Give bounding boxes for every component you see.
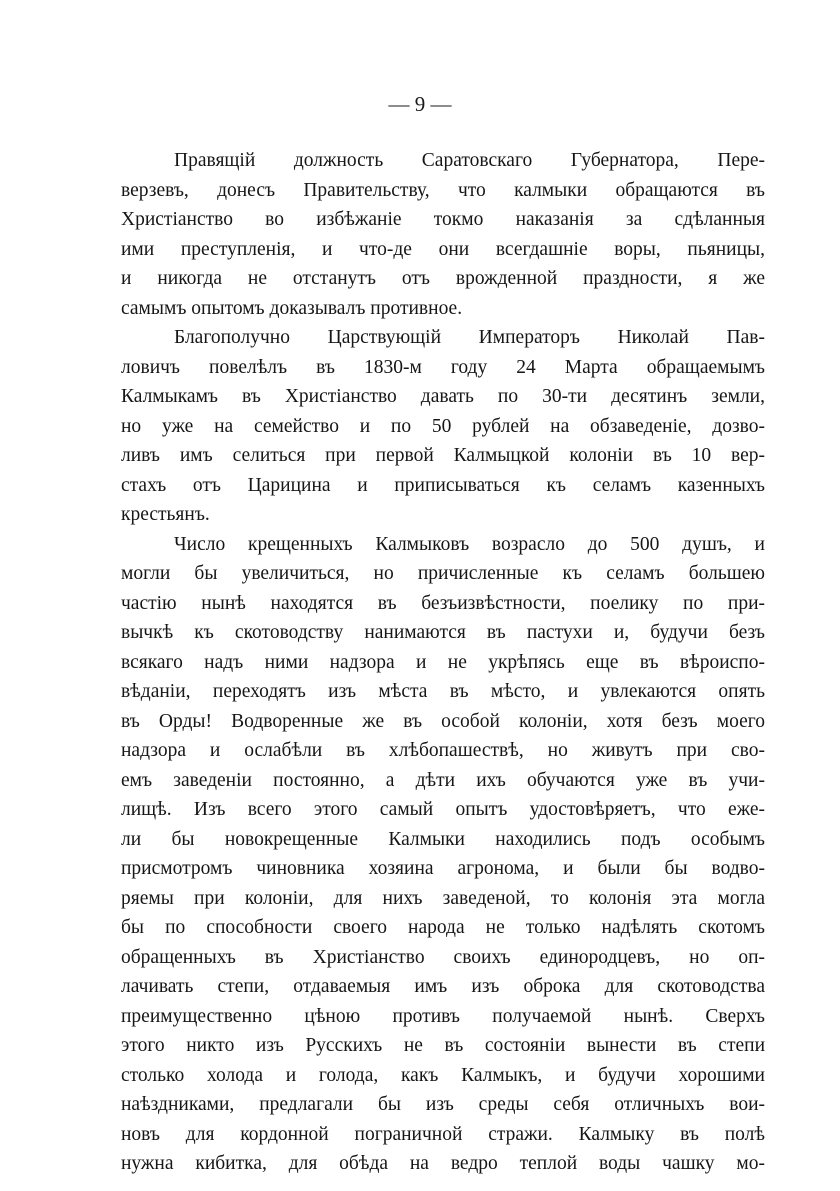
text-line: ли бы новокрещенные Калмыки находились подъ особымъ (121, 828, 765, 850)
text-line: преимущественно цѣною противъ получаемой нынѣ. Сверхъ (121, 1005, 765, 1027)
text-line: бы по способности своего народа не только надѣлять скотомъ (121, 917, 765, 938)
text-line: Правящій должность Саратовскаго Губернатора, Пере- (174, 150, 765, 171)
text-line: Благополучно Царствующій Императоръ Николай Пав- (174, 327, 765, 348)
text-line: частію нынѣ находятся въ безъизвѣстности, поелику по при- (121, 592, 765, 614)
paragraph (121, 323, 765, 530)
text-line: ими преступленія, и что-де они всегдашніе воры, пьяницы, (121, 238, 765, 260)
text-line: Число крещенныхъ Калмыковъ возрасло до 500 душъ, и (174, 533, 765, 555)
text-line: нужна кибитка, для обѣда на ведро теплой воды чашку мо- (121, 1153, 765, 1174)
text-line: этого никто изъ Русскихъ не въ состояніи вынести въ степи (121, 1035, 765, 1056)
text-line: вѣданіи, переходятъ изъ мѣста въ мѣсто, и увлекаются опять (121, 681, 765, 702)
text-line: въ Орды! Водворенные же въ особой колоніи, хотя безъ моего (121, 710, 765, 732)
text-line: ливъ имъ селиться при первой Калмыцкой колоніи въ 10 вер- (121, 445, 765, 466)
page-text-body (121, 146, 765, 1179)
text-line: стахъ отъ Царицина и приписываться къ селамъ казенныхъ (121, 474, 765, 496)
text-line: обращенныхъ въ Христіанство своихъ единородцевъ, но оп- (121, 946, 765, 968)
text-line: лачивать степи, отдаваемыя имъ изъ оброка для скотоводства (121, 976, 765, 997)
text-line: самымъ опытомъ доказывалъ противное. (121, 297, 463, 319)
paragraph (121, 146, 765, 323)
text-line: всякаго надъ ними надзора и не укрѣпясь еще въ вѣроиспо- (121, 651, 765, 673)
text-line: и никогда не отстанутъ отъ врожденной праздности, я же (121, 268, 765, 289)
text-line: новъ для кордонной пограничной стражи. Калмыку въ полѣ (121, 1123, 765, 1145)
text-line: ловичъ повелѣлъ въ 1830-м году 24 Марта обращаемымъ (121, 356, 765, 378)
text-line: столько холода и голода, какъ Калмыкъ, и будучи хорошими (121, 1064, 765, 1086)
text-line: крестьянъ. (121, 504, 210, 525)
text-line: ряемы при колоніи, для нихъ заведеной, то колонія эта могла (121, 887, 765, 909)
text-line: верзевъ, донесъ Правительству, что калмыки обращаются въ (121, 179, 765, 201)
text-line: емъ заведеніи постоянно, а дѣти ихъ обучаются уже въ учи- (121, 769, 765, 791)
text-line: наѣздниками, предлагали бы изъ среды себя отличныхъ вои- (121, 1094, 765, 1115)
text-line: но уже на семейство и по 50 рублей на обзаведеніе, дозво- (121, 415, 765, 437)
text-line: присмотромъ чиновника хозяина агронома, и были бы водво- (121, 858, 765, 879)
text-line: надзора и ослабѣли въ хлѣбопашествѣ, но живутъ при сво- (121, 740, 765, 761)
paragraph (121, 530, 765, 1179)
text-line: лищѣ. Изъ всего этого самый опытъ удостовѣряетъ, что еже- (121, 799, 765, 820)
text-line: Калмыкамъ въ Христіанство давать по 30-ти десятинъ земли, (121, 386, 765, 407)
text-line: Христіанство во избѣжаніе токмо наказанія за сдѣланныя (121, 209, 765, 230)
page-number: — 9 — (388, 92, 452, 116)
text-line: вычкѣ къ скотоводству нанимаются въ пастухи и, будучи безъ (121, 622, 765, 643)
text-line: могли бы увеличиться, но причисленные къ селамъ большею (121, 563, 765, 584)
